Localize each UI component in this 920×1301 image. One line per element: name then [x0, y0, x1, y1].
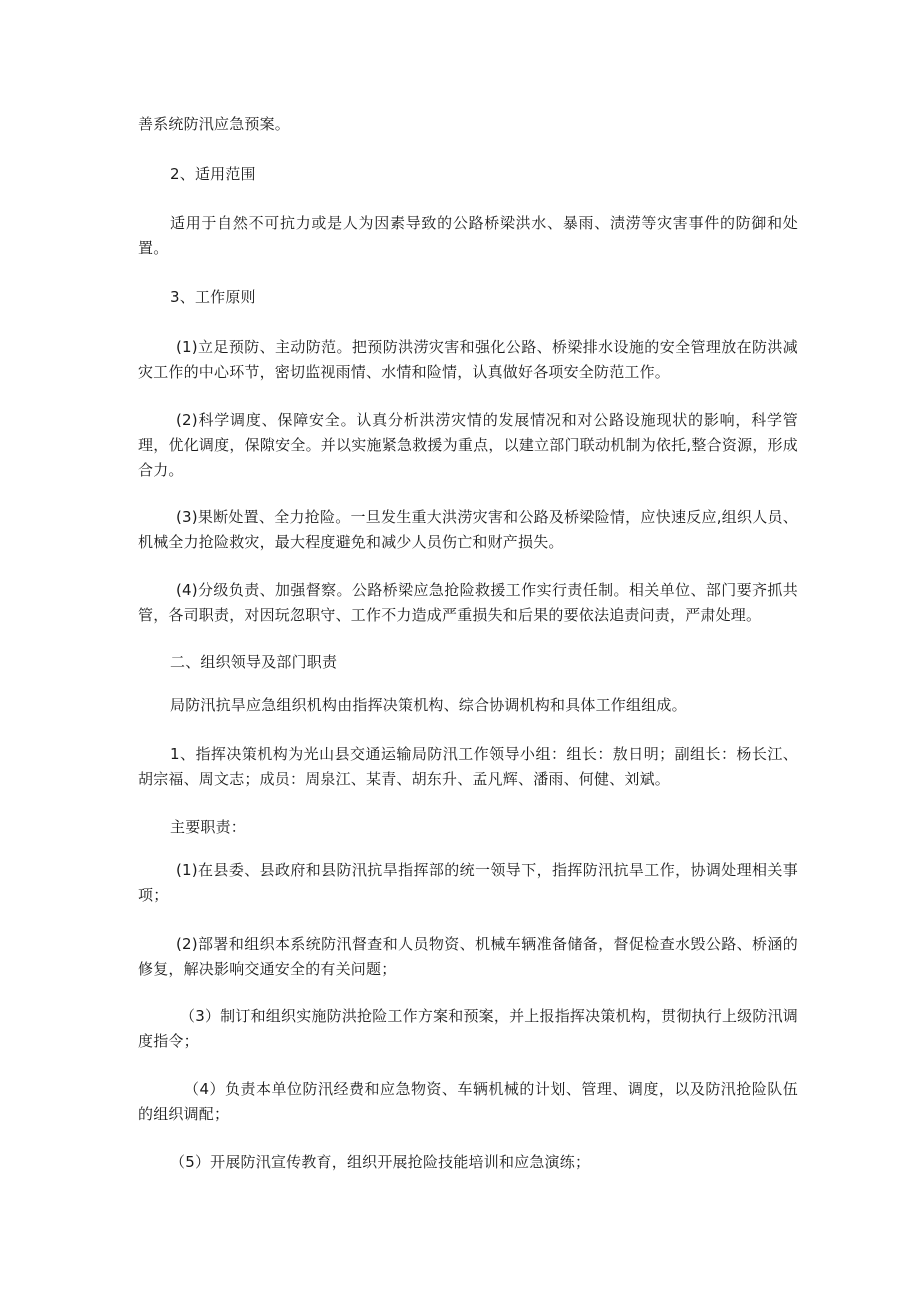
paragraph-intro-tail: 善系统防汛应急预案。 — [138, 115, 291, 133]
paragraph-duty-4: （4）负责本单位防汛经费和应急物资、车辆机械的计划、管理、调度，以及防汛抢险队伍的组织调配； — [138, 1080, 798, 1123]
paragraph-principle-4: (4)分级负责、加强督察。公路桥梁应急抢险救援工作实行责任制。相关单位、部门要齐抓共管，各司职责，对因玩忽职守、工作不力造成严重损失和后果的要依法追责问责，严肃处理。 — [138, 581, 798, 624]
heading-principles: 3、工作原则 — [170, 288, 256, 306]
paragraph-organization: 局防汛抗旱应急组织机构由指挥决策机构、综合协调机构和具体工作组组成。 — [170, 696, 687, 714]
paragraph-duty-5: （5）开展防汛宣传教育，组织开展抢险技能培训和应急演练； — [170, 1153, 591, 1171]
paragraph-command-body: 1、指挥决策机构为光山县交通运输局防汛工作领导小组：组长：敖日明；副组长：杨长江、胡宗福、周文志；成员：周泉江、某青、胡东升、孟凡辉、潘雨、何健、刘斌。 — [138, 745, 798, 788]
paragraph-scope: 适用于自然不可抗力或是人为因素导致的公路桥梁洪水、暴雨、渍涝等灾害事件的防御和处置。 — [138, 214, 798, 257]
paragraph-principle-1: (1)立足预防、主动防范。把预防洪涝灾害和强化公路、桥梁排水设施的安全管理放在防洪减灾工作的中心环节，密切监视雨情、水情和险情，认真做好各项安全防范工作。 — [138, 338, 798, 381]
heading-main-duties: 主要职责： — [170, 818, 247, 836]
paragraph-duty-2: (2)部署和组织本系统防汛督查和人员物资、机械车辆准备储备，督促检查水毁公路、桥涵的修复，解决影响交通安全的有关问题； — [138, 935, 798, 978]
paragraph-duty-3: （3）制订和组织实施防洪抢险工作方案和预案，并上报指挥决策机构，贯彻执行上级防汛调度指令； — [138, 1007, 798, 1050]
paragraph-principle-3: (3)果断处置、全力抢险。一旦发生重大洪涝灾害和公路及桥梁险情，应快速反应,组织人员、机械全力抢险救灾，最大程度避免和减少人员伤亡和财产损失。 — [138, 508, 798, 551]
heading-scope: 2、适用范围 — [170, 165, 256, 183]
heading-organization: 二、组织领导及部门职责 — [170, 653, 338, 671]
paragraph-principle-2: (2)科学调度、保障安全。认真分析洪涝灾情的发展情况和对公路设施现状的影响，科学管理，优化调度，保隙安全。并以实施紧急救援为重点，以建立部门联动机制为依托,整合资源，形成合力。 — [138, 411, 798, 479]
paragraph-duty-1: (1)在县委、县政府和县防汛抗旱指挥部的统一领导下，指挥防汛抗旱工作，协调处理相关事项； — [138, 861, 798, 904]
